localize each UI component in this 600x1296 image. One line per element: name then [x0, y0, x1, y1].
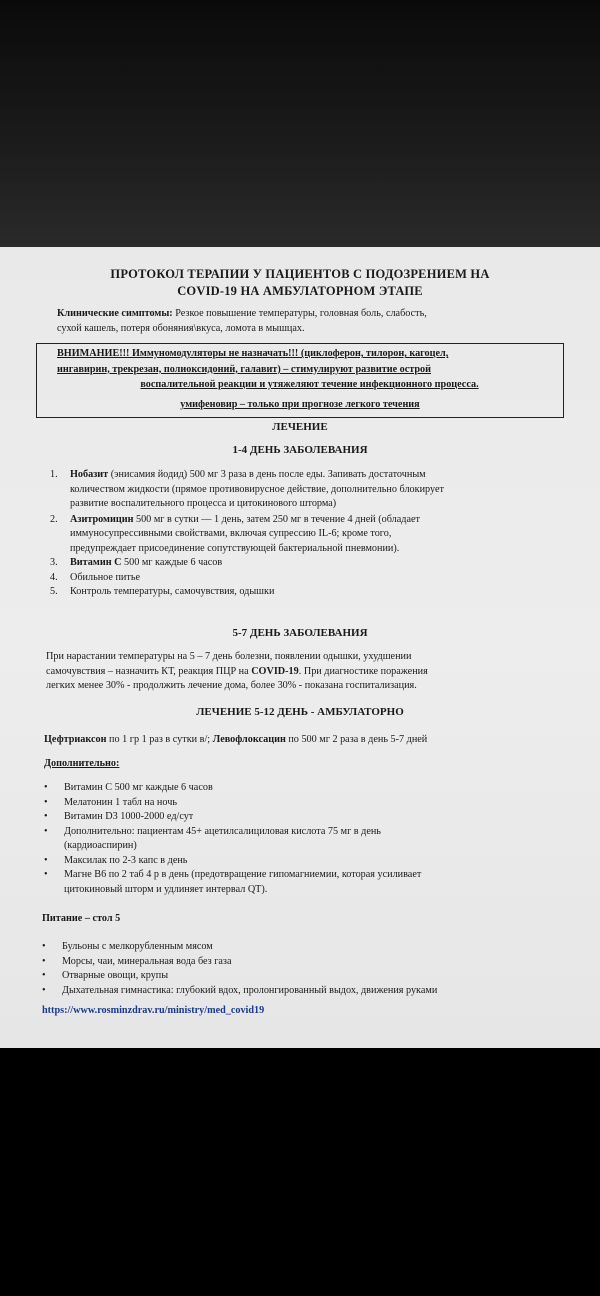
drug-name: Витамин С [70, 557, 122, 568]
list-item [42, 984, 572, 999]
bullet-icon: • [44, 869, 48, 880]
ministry-link[interactable]: https://www.rosminzdrav.ru/ministry/med_covid19 [42, 1005, 265, 1016]
antibiotics-line [44, 733, 564, 748]
document-title [40, 266, 560, 300]
item-text: Дыхательная гимнастика: глубокий вдох, пролонгированный выдох, движения руками [62, 984, 438, 996]
list-item [42, 955, 572, 970]
warning-line-1: ВНИМАНИЕ!!! Иммуномодуляторы не назначать!!! (циклоферон, тилорон, кагоцел, [57, 348, 449, 359]
list-item [50, 585, 550, 600]
list-item [42, 969, 572, 984]
item-text: Морсы, чаи, минеральная вода без газа [62, 955, 232, 967]
days-5-7-line-1: При нарастании температуры на 5 – 7 день болезни, появлении одышки, ухудшении [46, 651, 412, 662]
bullet-icon: • [44, 854, 48, 866]
item-text-2: (кардиоаспирин) [64, 840, 137, 851]
bullet-icon: • [42, 984, 46, 996]
days-5-7-line-2a: самочувствия – назначить КТ, реакция ПЦР на [46, 665, 252, 677]
item-text: Дополнительно: пациентам 45+ ацетилсалициловая кислота 75 мг в день [64, 825, 381, 837]
list-item [44, 825, 564, 854]
list-item [44, 796, 564, 811]
list-item [50, 468, 550, 512]
treatment-list-1-4 [50, 468, 550, 600]
list-item [44, 810, 564, 825]
item-text-3: предупреждает присоединение сопутствующей бактериальной пневмонии). [70, 542, 400, 554]
symptoms-paragraph [57, 307, 557, 336]
nutrition-heading: Питание – стол 5 [42, 913, 121, 924]
item-text: (энисамия йодид) 500 мг 3 раза в день после еды. Запивать достаточным [108, 469, 426, 480]
covid-term: COVID-19 [251, 665, 299, 677]
bullet-icon: • [42, 970, 46, 981]
title-line-2: COVID-19 НА АМБУЛАТОРНОМ ЭТАПЕ [177, 284, 423, 298]
bullet-icon: • [44, 825, 48, 837]
item-text: Обильное питье [70, 571, 140, 583]
levofloxacin-name: Левофлоксацин [212, 734, 286, 745]
warning-line-3: воспалительной реакции и утяжеляют течение инфекционного процесса. [140, 379, 479, 390]
item-text: Отварные овощи, крупы [62, 970, 169, 981]
days-5-7-line-2c: . При диагностике поражения [298, 665, 428, 677]
additional-list [44, 781, 564, 897]
photo-background-bottom [0, 1048, 600, 1296]
days-5-12-heading: ЛЕЧЕНИЕ 5-12 ДЕНЬ - АМБУЛАТОРНО [196, 706, 404, 718]
drug-name: Азитромицин [70, 513, 134, 525]
item-text-2: цитокиновый шторм и удлиняет интервал QT). [64, 883, 268, 895]
item-text: 500 мг каждые 6 часов [121, 557, 223, 568]
bullet-icon: • [44, 796, 48, 808]
item-number: 1. [50, 469, 58, 480]
drug-name: Нобазит [70, 469, 109, 480]
list-item [42, 940, 572, 955]
ceftriaxone-name: Цефтриаксон [44, 734, 107, 745]
bullet-icon: • [44, 782, 48, 793]
list-item [44, 781, 564, 796]
photo-background-top [0, 0, 600, 247]
item-text-2: количеством жидкости (прямое противовирусное действие, дополнительно блокирует [70, 483, 444, 495]
additional-heading: Дополнительно: [44, 758, 120, 769]
list-item [44, 868, 564, 897]
treatment-heading: ЛЕЧЕНИЕ [272, 421, 328, 433]
days-1-4-heading: 1-4 ДЕНЬ ЗАБОЛЕВАНИЯ [232, 444, 368, 456]
item-number: 4. [50, 571, 58, 583]
item-text: Мелатонин 1 табл на ночь [64, 796, 177, 808]
levofloxacin-text: по 500 мг 2 раза в день 5-7 дней [285, 734, 428, 745]
item-text: Витамин С 500 мг каждые 6 часов [64, 782, 213, 793]
item-number: 3. [50, 557, 58, 568]
item-text: Витамин D3 1000-2000 ед/сут [64, 811, 194, 822]
list-item [50, 513, 550, 557]
item-number: 5. [50, 586, 58, 597]
warning-line-2: ингавирин, трекрезан, полиоксидоний, галавит) – стимулируют развитие острой [57, 363, 432, 375]
days-5-7-line-3: легких менее 30% - продолжить лечение дома, более 30% - показана госпитализация. [46, 680, 417, 691]
nutrition-list [42, 940, 572, 998]
warning-text [57, 346, 562, 393]
item-text: Магне В6 по 2 таб 4 р в день (предотвращение гипомагниемии, которая усиливает [64, 869, 422, 880]
item-number: 2. [50, 513, 58, 525]
title-line-1: ПРОТОКОЛ ТЕРАПИИ У ПАЦИЕНТОВ С ПОДОЗРЕНИЕМ НА [110, 267, 490, 281]
list-item [50, 556, 550, 571]
list-item [50, 571, 550, 586]
item-text: Максилак по 2-3 капс в день [64, 854, 188, 866]
warning-line-4: умифеновир – только при прогнозе легкого течения [180, 399, 420, 410]
ceftriaxone-text: по 1 гр 1 раз в сутки в/; [106, 734, 213, 745]
days-5-7-heading: 5-7 ДЕНЬ ЗАБОЛЕВАНИЯ [232, 627, 368, 639]
item-text: Контроль температуры, самочувствия, одышки [70, 586, 275, 597]
item-text: 500 мг в сутки — 1 день, затем 250 мг в течение 4 дней (обладает [133, 513, 420, 525]
days-5-7-paragraph [46, 650, 561, 694]
symptoms-label: Клинические симптомы: [57, 308, 173, 319]
bullet-icon: • [42, 955, 46, 967]
symptoms-text: Резкое повышение температуры, головная боль, слабость, [172, 308, 427, 319]
list-item [44, 854, 564, 869]
bullet-icon: • [44, 811, 48, 822]
item-text-2: иммуносупрессивными свойствами, включая супрессию IL-6; кроме того, [70, 528, 392, 539]
item-text: Бульоны с мелкорубленным мясом [62, 941, 213, 952]
symptoms-text-2: сухой кашель, потеря обоняния\вкуса, ломота в мышцах. [57, 322, 305, 334]
item-text-3: развитие воспалительного процесса и цитокинового шторма) [70, 498, 337, 509]
bullet-icon: • [42, 941, 46, 952]
